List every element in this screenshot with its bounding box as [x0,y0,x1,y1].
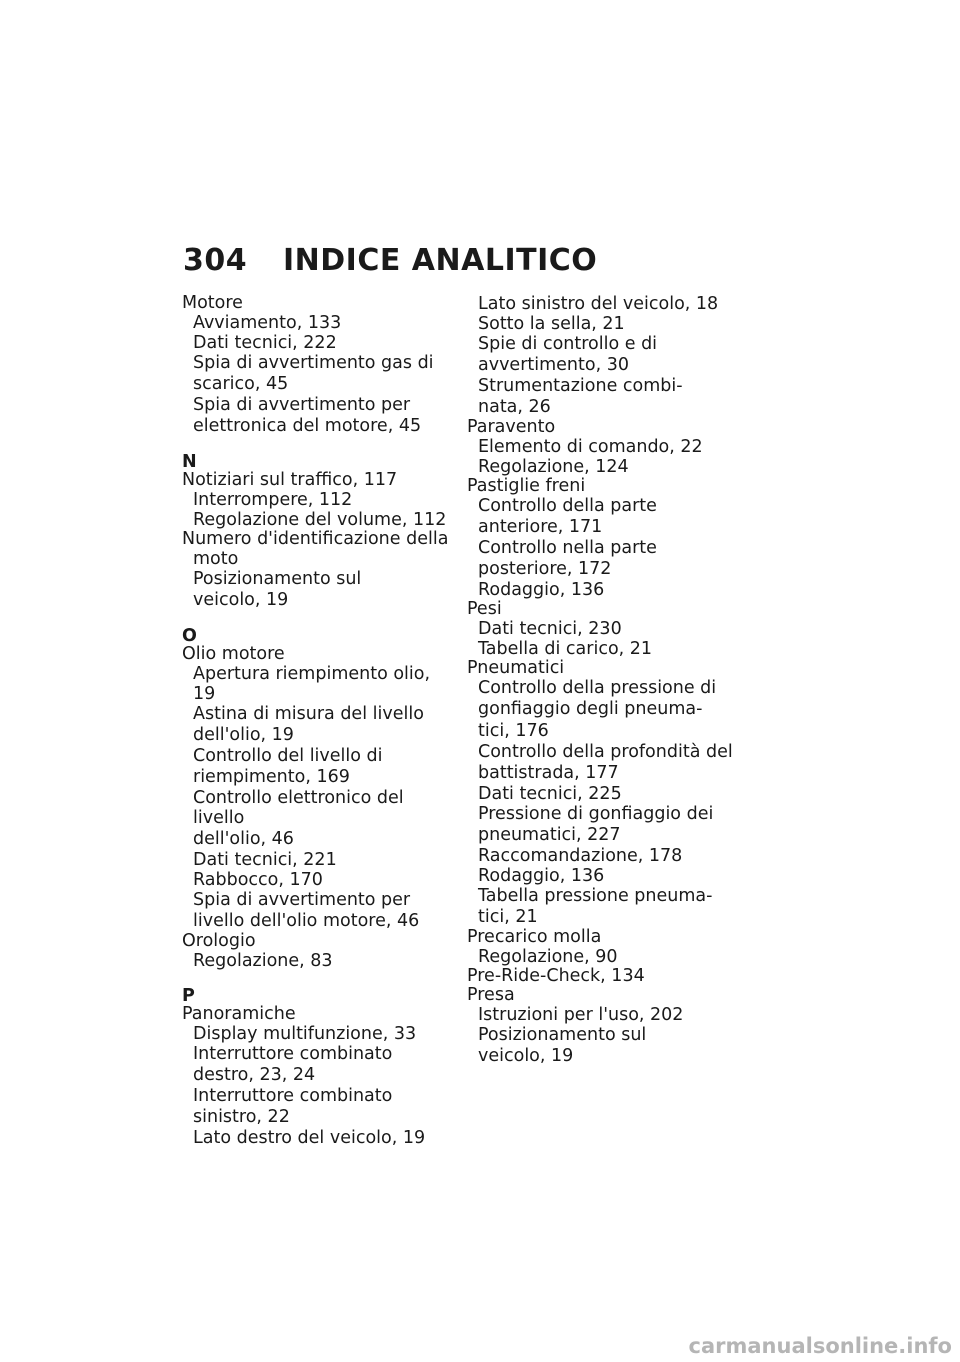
index-entry [467,600,742,659]
index-subentry-line: sinistro, 22 [193,1107,290,1127]
index-entry [182,471,457,530]
watermark: carmanualsonline.info [688,1334,952,1358]
index-subentry [182,569,457,611]
index-subentry-line: riempimento, 169 [193,767,350,787]
index-entry [467,418,742,477]
index-subentry-line: Raccomandazione, 178 [478,846,683,866]
page-header [183,243,597,278]
index-subentry-line: Interrompere, 112 [193,490,353,510]
index-subentry-line: Astina di misura del livello [193,704,424,724]
index-subentry [182,333,457,353]
index-subentry [182,870,457,890]
index-entry [182,294,457,437]
index-subentry-line: destro, 23, 24 [193,1065,316,1085]
index-subentry [467,866,742,886]
index-subentry-line: Regolazione, 83 [193,951,333,971]
index-subentry-line: Controllo della profondità del [478,742,733,762]
index-subentry [182,490,457,510]
index-subentry-line: elettronica del motore, 45 [193,416,422,436]
index-subentry-line: anteriore, 171 [478,517,603,537]
index-subentry [467,437,742,457]
index-entry-term: Pre-Ride-Check, 134 [467,966,645,986]
index-column-right [467,294,742,1067]
index-subentry-line: Avviamento, 133 [193,313,342,333]
index-subentry [182,1024,457,1044]
index-entry [467,477,742,600]
index-entry-term: Paravento [467,417,556,437]
index-letter-heading: P [182,986,195,1006]
index-entry-term: Panoramiche [182,1004,296,1024]
index-subentry [182,1044,457,1086]
index-subentry [467,376,742,418]
index-subentry [467,742,742,784]
index-subentry [467,619,742,639]
index-subentry-line: battistrada, 177 [478,763,619,783]
index-subentry-line: nata, 26 [478,397,551,417]
index-subentry-line: Controllo elettronico del livello [193,788,404,828]
index-subentry-line: Regolazione del volume, 112 [193,510,447,530]
index-entry [182,1005,457,1148]
index-subentry-line: Rodaggio, 136 [478,580,605,600]
index-letter-heading: O [182,626,197,646]
index-subentry-line: Lato sinistro del veicolo, 18 [478,294,719,314]
index-subentry [467,294,742,314]
index-subentry-line: Controllo della pressione di [478,678,717,698]
index-subentry [467,678,742,742]
index-entry-term: Pesi [467,599,502,619]
index-subentry-line: Controllo del livello di [193,746,383,766]
index-entry [182,932,457,971]
index-subentry [467,538,742,580]
index-subentry-line: Spie di controllo e di [478,334,658,354]
index-entry-term: Precarico molla [467,927,602,947]
index-subentry-line: Apertura riempimento olio, 19 [193,664,431,704]
index-subentry-line: Rabbocco, 170 [193,870,323,890]
index-subentry-line: Controllo della parte [478,496,657,516]
index-subentry [467,846,742,866]
index-subentry-line: scarico, 45 [193,374,289,394]
index-subentry [182,788,457,850]
index-subentry-line: Posizionamento sul [478,1025,647,1045]
index-subentry [182,353,457,395]
index-entry [182,530,457,611]
index-entry-term: Motore [182,293,243,313]
index-subentry [467,639,742,659]
index-entry [182,645,457,932]
index-entry-term: Numero d'identificazione della [182,529,449,549]
index-subentry-line: veicolo, 19 [478,1046,574,1066]
index-entry-term-continued [182,549,457,569]
index-subentry [182,951,457,971]
index-entry-term: Pastiglie freni [467,476,586,496]
index-subentry-line: Tabella di carico, 21 [478,639,653,659]
index-letter-heading: N [182,452,197,472]
index-subentry-line: Tabella pressione pneuma- [478,886,713,906]
index-subentry-line: Rodaggio, 136 [478,866,605,886]
page-number: 304 [183,243,248,278]
index-subentry-line: Regolazione, 124 [478,457,629,477]
index-entry-term: Notiziari sul traffico, 117 [182,470,398,490]
index-subentry-line: livello dell'olio motore, 46 [193,911,420,931]
index-subentry [467,457,742,477]
page-title: INDICE ANALITICO [283,243,598,278]
index-subentry-line: tici, 21 [478,907,538,927]
index-subentry-line: Dati tecnici, 221 [193,850,337,870]
index-subentry [467,947,742,967]
index-subentry [467,580,742,600]
index-subentry-line: Lato destro del veicolo, 19 [193,1128,426,1148]
index-subentry-line: Interruttore combinato [193,1086,393,1106]
index-subentry-line: posteriore, 172 [478,559,612,579]
index-entry-term: Pneumatici [467,658,565,678]
index-subentry-line: Spia di avvertimento gas di [193,353,434,373]
index-subentry-line: pneumatici, 227 [478,825,621,845]
index-subentry [182,313,457,333]
index-subentry [467,1005,742,1025]
index-entry-term: Olio motore [182,644,285,664]
index-subentry [467,334,742,376]
index-subentry [182,510,457,530]
index-entry-term-line: moto [193,549,239,569]
index-subentry-line: Pressione di gonfiaggio dei [478,804,714,824]
index-subentry-line: veicolo, 19 [193,590,289,610]
index-subentry-line: Spia di avvertimento per [193,395,411,415]
index-subentry [467,886,742,928]
index-subentry-line: dell'olio, 46 [193,829,294,849]
index-subentry-line: Spia di avvertimento per [193,890,411,910]
index-subentry-line: Controllo nella parte [478,538,657,558]
index-subentry [467,496,742,538]
index-subentry [467,804,742,846]
index-subentry-line: avvertimento, 30 [478,355,629,375]
index-subentry [467,314,742,334]
index-subentry [182,850,457,870]
index-subentry-line: Dati tecnici, 230 [478,619,622,639]
index-subentry [182,1086,457,1128]
index-subentry-line: Istruzioni per l'uso, 202 [478,1005,684,1025]
index-subentry [467,1025,742,1067]
index-entry [467,928,742,967]
index-subentry-line: tici, 176 [478,721,549,741]
index-subentry [467,784,742,804]
index-subentry-line: Regolazione, 90 [478,947,618,967]
index-entry [467,967,742,986]
index-entry [467,659,742,928]
index-subentry-line: Dati tecnici, 225 [478,784,622,804]
index-subentry-line: gonfiaggio degli pneuma- [478,699,703,719]
index-subentry-line: Elemento di comando, 22 [478,437,703,457]
index-subentry-line: Interruttore combinato [193,1044,393,1064]
index-subentry-line: Dati tecnici, 222 [193,333,337,353]
index-subentry-line: Posizionamento sul [193,569,362,589]
index-subentry [182,746,457,788]
index-column-left [182,294,457,1148]
index-subentry-line: Strumentazione combi- [478,376,683,396]
index-subentry [182,1128,457,1148]
index-subentry-line: Display multifunzione, 33 [193,1024,417,1044]
index-entry-term: Presa [467,985,515,1005]
index-subentry [182,704,457,746]
index-subentry-line: dell'olio, 19 [193,725,294,745]
index-subentry-line: Sotto la sella, 21 [478,314,625,334]
index-subentry [182,395,457,437]
index-subentry [182,890,457,932]
index-entry [467,986,742,1067]
index-entry-term: Orologio [182,931,256,951]
index-subentry [182,664,457,704]
